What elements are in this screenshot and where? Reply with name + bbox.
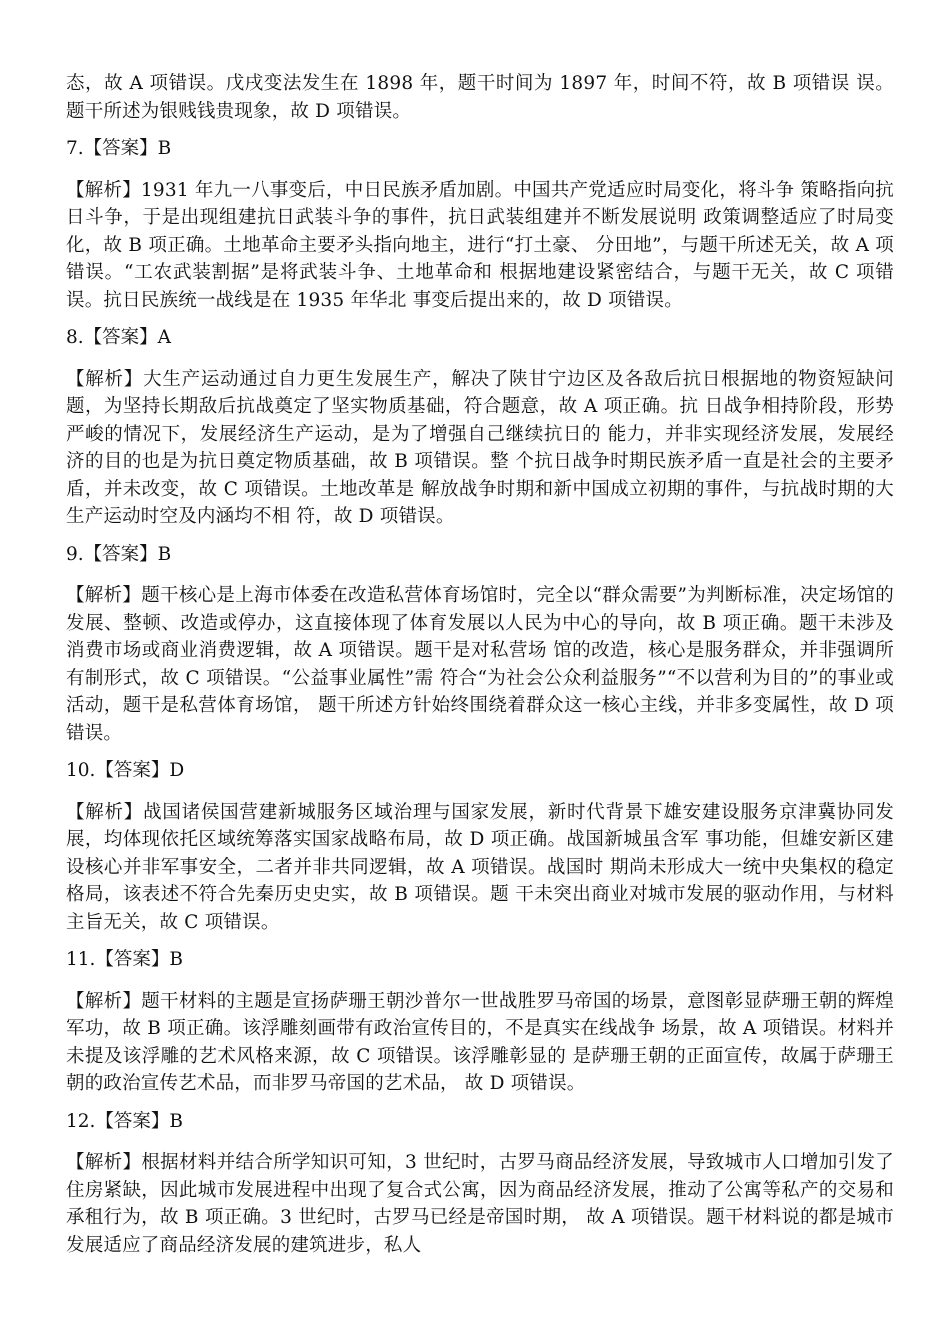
- answer-block-12: [66, 1108, 894, 1260]
- answer-label: 11.【答案】B: [66, 949, 184, 970]
- analysis-paragraph: 【解析】题干核心是上海市体委在改造私营体育场馆时，完全以“群众需要”为判断标准，决定场馆的发展、整顿、改造或停办，这直接体现了体育发展以人民为中心的导向，故 B 项正确。题干未涉及消费市场或商业消费逻辑，故 A 项错误。题干是对私营场 馆的改造，核心是服务群众，并非强调所有制形式，故 C 项错误。“公益事业属性”需 符合“为社会公众利益服务”“不以营利为目的”的事业或活动，题干是私营体育场馆， 题干所述方针始终围绕着群众这一核心主线，并非多变属性，故 D 项错误。: [66, 585, 894, 744]
- answer-block-8: [66, 324, 894, 531]
- answer-block-11: [66, 946, 894, 1098]
- answer-label: 8.【答案】A: [66, 327, 172, 348]
- analysis-paragraph: 【解析】1931 年九一八事变后，中日民族矛盾加剧。中国共产党适应时局变化，将斗争 策略指向抗日斗争，于是出现组建抗日武装斗争的事件，抗日武装组建并不断发展说明 政策调整适应了时局变化，故 B 项正确。土地革命主要矛头指向地主，进行“打土豪、 分田地”，与题干所述无关，故 A 项错误。“工农武装割据”是将武装斗争、土地革命和 根据地建设紧密结合，与题干无关，故 C 项错误。抗日民族统一战线是在 1935 年华北 事变后提出来的，故 D 项错误。: [66, 179, 894, 311]
- answer-block-9: [66, 541, 894, 748]
- answer-label: 9.【答案】B: [66, 543, 172, 565]
- document-page: [66, 70, 894, 1259]
- answer-label: 7.【答案】B: [66, 138, 172, 159]
- analysis-paragraph: 【解析】战国诸侯国营建新城服务区域治理与国家发展，新时代背景下雄安建设服务京津冀协同发展，均体现依托区域统筹落实国家战略布局，故 D 项正确。战国新城虽含军 事功能，但雄安新区建设核心并非军事安全，二者并非共同逻辑，故 A 项错误。战国时 期尚未形成大一统中央集权的稳定格局，该表述不符合先秦历史史实，故 B 项错误。题 干未突出商业对城市发展的驱动作用，与材料主旨无关，故 C 项错误。: [66, 801, 894, 933]
- analysis-paragraph: 【解析】根据材料并结合所学知识可知，3 世纪时，古罗马商品经济发展，导致城市人口增加引发了住房紧缺，因此城市发展进程中出现了复合式公寓，因为商品经济发展，推动了公寓等私产的交易和承租行为，故 B 项正确。3 世纪时，古罗马已经是帝国时期， 故 A 项错误。题干材料说的都是城市发展适应了商品经济发展的建筑进步，私人: [66, 1152, 894, 1256]
- answer-block-7: [66, 135, 894, 314]
- answer-block-10: [66, 757, 894, 936]
- answer-label: 12.【答案】B: [66, 1110, 184, 1132]
- analysis-paragraph: 【解析】大生产运动通过自力更生发展生产，解决了陕甘宁边区及各敌后抗日根据地的物资短缺问题，为坚持长期敌后抗战奠定了坚实物质基础，符合题意，故 A 项正确。抗 日战争相持阶段，形势严峻的情况下，发展经济生产运动，是为了增强自己继续抗日的 能力，并非实现经济发展，发展经济的目的也是为抗日奠定物质基础，故 B 项错误。整 个抗日战争时期民族矛盾一直是社会的主要矛盾，并未改变，故 C 项错误。土地改革是 解放战争时期和新中国成立初期的事件，与抗战时期的大生产运动时空及内涵均不相 符，故 D 项错误。: [66, 368, 894, 527]
- answer-label: 10.【答案】D: [66, 760, 185, 781]
- analysis-paragraph: 【解析】题干材料的主题是宣扬萨珊王朝沙普尔一世战胜罗马帝国的场景，意图彰显萨珊王朝的辉煌军功，故 B 项正确。该浮雕刻画带有政治宣传目的，不是真实在线战争 场景，故 A 项错误。材料并未提及该浮雕的艺术风格来源，故 C 项错误。该浮雕彰显的 是萨珊王朝的正面宣传，故属于萨珊王朝的政治宣传艺术品，而非罗马帝国的艺术品， 故 D 项错误。: [66, 990, 894, 1094]
- intro-paragraph: 态，故 A 项错误。戊戌变法发生在 1898 年，题干时间为 1897 年，时间不符，故 B 项错误 误。题干所述为银贱钱贵现象，故 D 项错误。: [66, 73, 894, 122]
